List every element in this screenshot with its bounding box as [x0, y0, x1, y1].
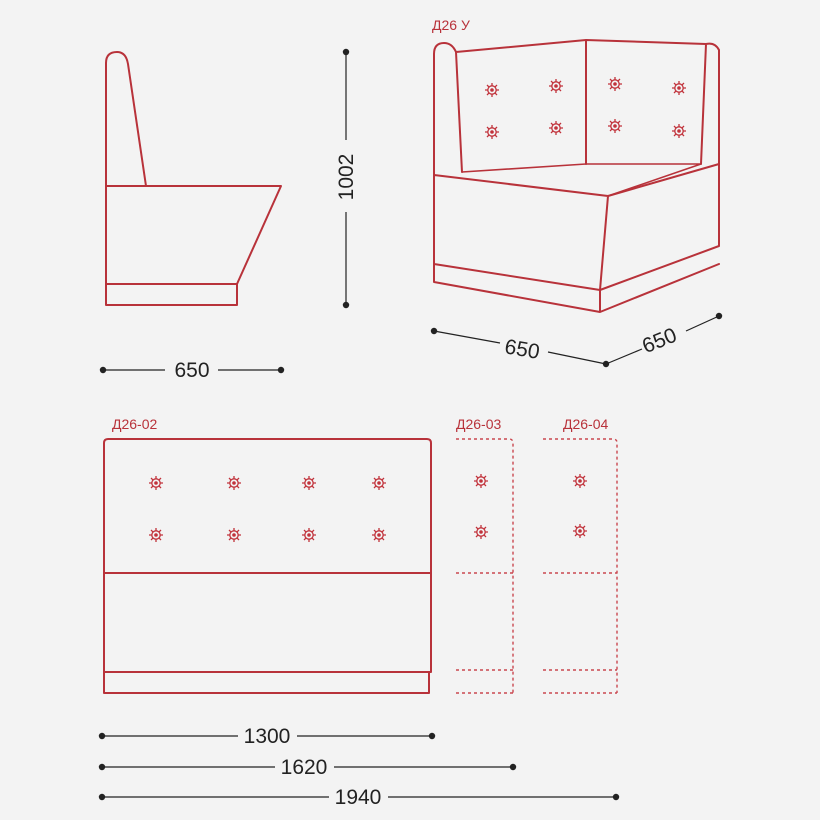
tufted-button-icon	[672, 81, 686, 95]
dimension-width-1300	[99, 725, 435, 748]
double-unit-drawing	[104, 439, 431, 693]
corner-backrest	[434, 40, 719, 175]
corner-seat-body	[434, 164, 719, 290]
corner-unit-label: Д26 У	[432, 17, 470, 33]
dimension-corner-left	[431, 328, 609, 367]
side-view-seat	[106, 186, 281, 284]
tufted-button-icon	[302, 528, 316, 542]
tufted-button-icon	[149, 476, 163, 490]
tufted-button-icon	[474, 474, 488, 488]
tufted-button-icon	[549, 121, 563, 135]
dimension-width-1620-label: 1620	[280, 756, 328, 779]
tufted-button-icon	[485, 83, 499, 97]
side-view-backrest	[106, 52, 146, 186]
tufted-button-icon	[302, 476, 316, 490]
unit-03-label: Д26-03	[456, 416, 502, 432]
unit-04-label: Д26-04	[563, 416, 609, 432]
tufted-button-icon	[573, 524, 587, 538]
tufted-button-icon	[227, 528, 241, 542]
side-view-plinth	[106, 284, 237, 305]
tufted-button-icon	[149, 528, 163, 542]
double-unit-body	[104, 439, 431, 672]
dimension-width-1620	[99, 756, 516, 779]
dimension-side-depth-label: 650	[174, 359, 210, 382]
double-unit-label: Д26-02	[112, 416, 158, 432]
tufted-button-icon	[372, 528, 386, 542]
tufted-button-icon	[474, 525, 488, 539]
tufted-button-icon	[372, 476, 386, 490]
dimension-corner-left-label: 650	[502, 335, 542, 364]
unit-04-drawing	[543, 439, 617, 693]
tufted-button-icon	[549, 79, 563, 93]
corner-unit-drawing	[434, 40, 719, 312]
unit-03-drawing	[456, 439, 513, 693]
tufted-button-icon	[485, 125, 499, 139]
tufted-button-icon	[608, 77, 622, 91]
dimension-corner-right-label: 650	[639, 323, 681, 359]
dimension-width-1940-label: 1940	[334, 786, 382, 809]
double-unit-plinth	[104, 672, 429, 693]
dimension-side-depth	[100, 359, 284, 382]
dimension-width-1940	[99, 786, 619, 809]
dimension-width-1300-label: 1300	[243, 725, 291, 748]
dimension-corner-right	[606, 313, 722, 364]
dimension-side-height	[335, 49, 358, 308]
tufted-button-icon	[608, 119, 622, 133]
tufted-button-icon	[672, 124, 686, 138]
tufted-button-icon	[227, 476, 241, 490]
side-view	[106, 52, 281, 305]
tufted-button-icon	[573, 474, 587, 488]
dimension-side-height-label: 1002	[335, 153, 358, 201]
